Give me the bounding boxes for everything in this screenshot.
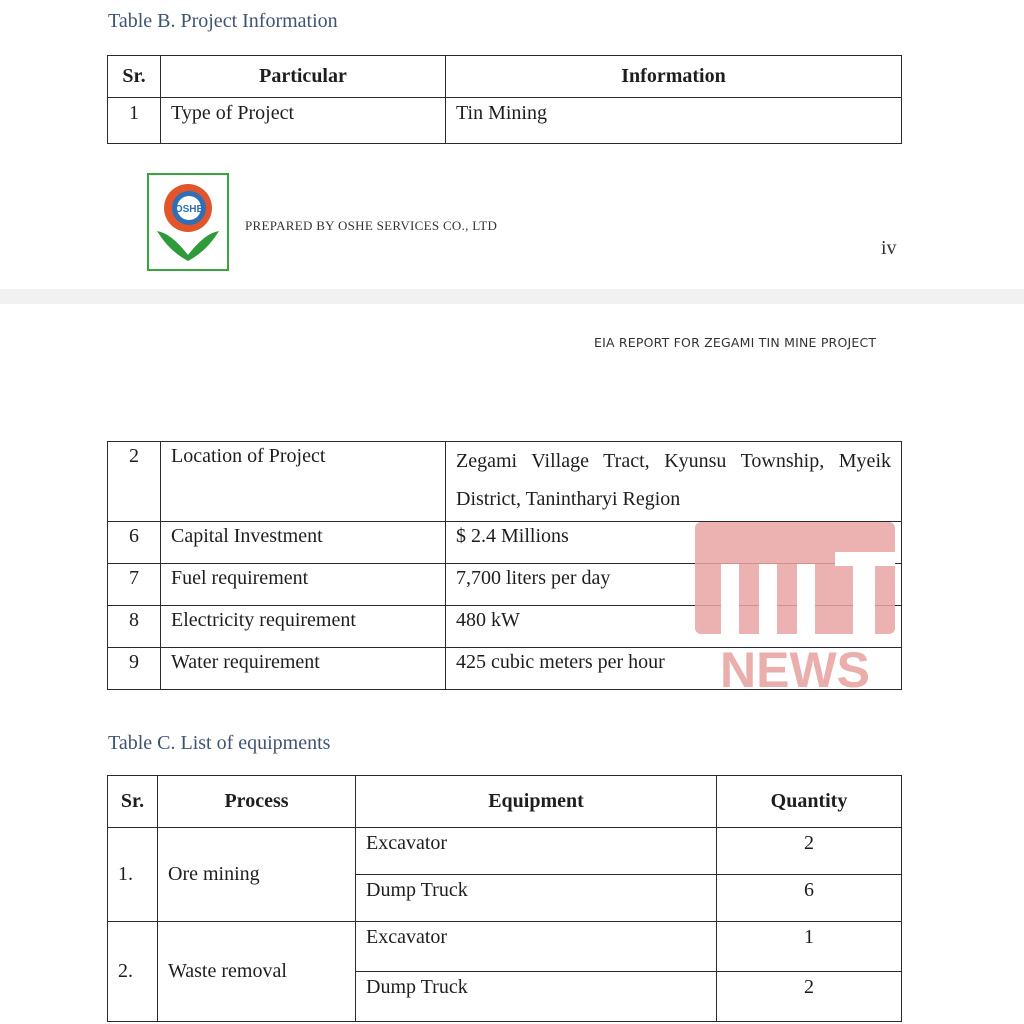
header-sr: Sr. <box>108 56 161 98</box>
table-row <box>108 922 902 972</box>
cell-sr: 1. <box>108 828 158 922</box>
cell-particular: Location of Project <box>161 442 446 522</box>
table-c <box>107 775 902 1022</box>
cell-process: Waste removal <box>158 922 356 1022</box>
logo-text: OSHE <box>174 204 204 215</box>
page-number: iv <box>881 237 897 259</box>
page-break <box>0 289 1024 304</box>
cell-quantity: 1 <box>717 922 902 972</box>
cell-information: 7,700 liters per day <box>446 564 902 606</box>
table-row <box>108 442 902 522</box>
table-c-caption: Table C. List of equipments <box>108 732 331 754</box>
cell-sr: 6 <box>108 522 161 564</box>
watermark-news-text: NEWS <box>720 642 870 692</box>
header-sr: Sr. <box>108 776 158 828</box>
prepared-by-text: PREPARED BY OSHE SERVICES CO., LTD <box>245 218 498 233</box>
table-row <box>108 564 902 606</box>
cell-particular: Fuel requirement <box>161 564 446 606</box>
header-particular: Particular <box>161 56 446 98</box>
table-row <box>108 522 902 564</box>
cell-particular: Electricity requirement <box>161 606 446 648</box>
cell-sr: 8 <box>108 606 161 648</box>
header-information: Information <box>446 56 902 98</box>
cell-information: 425 cubic meters per hour <box>446 648 902 690</box>
table-row <box>108 606 902 648</box>
cell-sr: 2. <box>108 922 158 1022</box>
cell-particular: Water requirement <box>161 648 446 690</box>
cell-equipment: Dump Truck <box>356 972 717 1022</box>
oshe-logo <box>147 173 229 271</box>
cell-sr: 1 <box>108 98 161 144</box>
cell-information: $ 2.4 Millions <box>446 522 902 564</box>
cell-information: Tin Mining <box>446 98 902 144</box>
cell-particular: Capital Investment <box>161 522 446 564</box>
header-process: Process <box>158 776 356 828</box>
table-b-continued <box>107 441 902 690</box>
cell-sr: 2 <box>108 442 161 522</box>
oshe-logo-icon <box>149 175 227 269</box>
table-row <box>108 98 902 144</box>
table-b <box>107 55 902 144</box>
cell-process: Ore mining <box>158 828 356 922</box>
cell-equipment: Excavator <box>356 922 717 972</box>
header-quantity: Quantity <box>717 776 902 828</box>
table-header-row <box>108 56 902 98</box>
table-row <box>108 648 902 690</box>
cell-quantity: 2 <box>717 828 902 875</box>
running-header: EIA REPORT FOR ZEGAMI TIN MINE PROJECT <box>594 335 877 350</box>
cell-equipment: Dump Truck <box>356 875 717 922</box>
cell-equipment: Excavator <box>356 828 717 875</box>
cell-particular: Type of Project <box>161 98 446 144</box>
table-b-caption: Table B. Project Information <box>108 10 338 32</box>
cell-quantity: 2 <box>717 972 902 1022</box>
header-equipment: Equipment <box>356 776 717 828</box>
cell-information: 480 kW <box>446 606 902 648</box>
table-row <box>108 828 902 875</box>
cell-information: Zegami Village Tract, Kyunsu Township, Myeik District, Tanintharyi Region <box>446 442 902 522</box>
cell-quantity: 6 <box>717 875 902 922</box>
cell-sr: 9 <box>108 648 161 690</box>
table-header-row <box>108 776 902 828</box>
cell-sr: 7 <box>108 564 161 606</box>
